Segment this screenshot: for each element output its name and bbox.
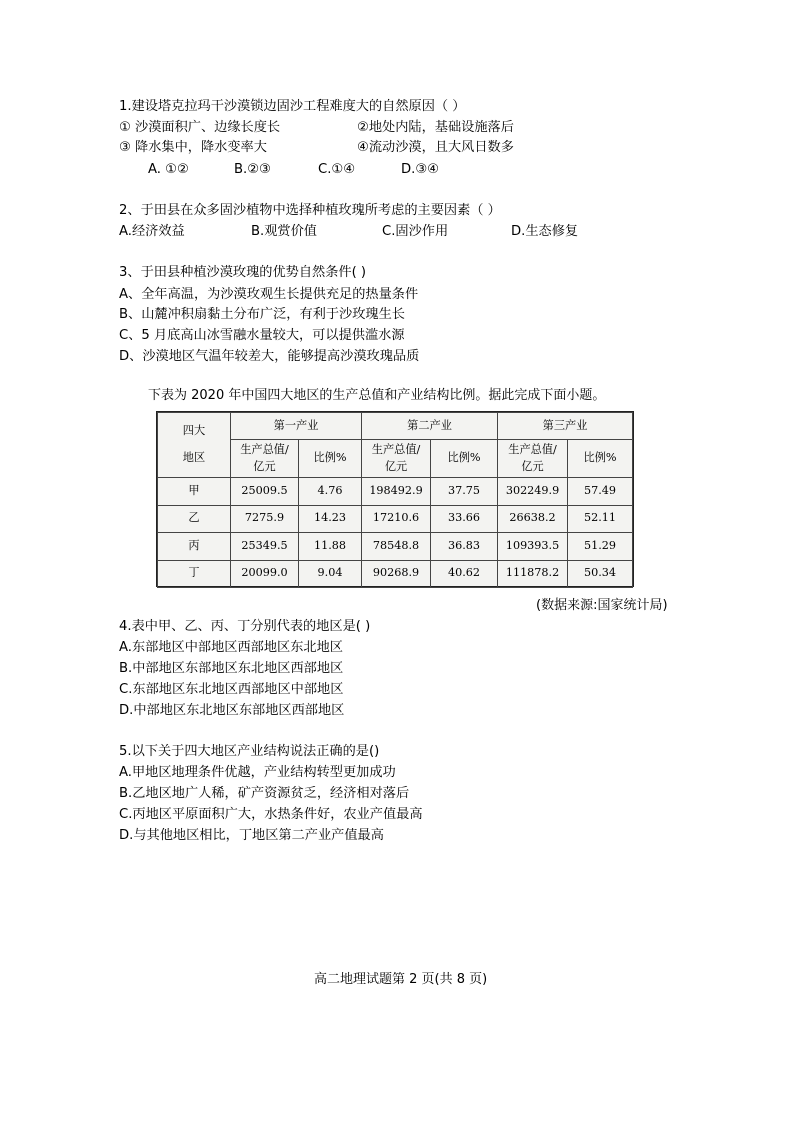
value-cell: 78548.8 xyxy=(362,533,431,561)
data-source: (数据来源:国家统计局) xyxy=(536,598,668,613)
q5-option-d: D.与其他地区相比，丁地区第二产业产值最高 xyxy=(119,828,384,843)
value-cell: 20099.0 xyxy=(231,560,299,588)
q2-stem: 2、于田县在众多固沙植物中选择种植玫瑰所考虑的主要因素（ ） xyxy=(119,203,501,218)
sub-header-value: 生产总值/ 亿元 xyxy=(231,440,299,478)
q4-option-a: A.东部地区中部地区西部地区东北地区 xyxy=(119,640,343,655)
ratio-cell: 57.49 xyxy=(568,478,633,506)
table-intro: 下表为 2020 年中国四大地区的生产总值和产业结构比例。据此完成下面小题。 xyxy=(148,388,606,403)
table-row xyxy=(158,505,633,533)
sub-header-ratio: 比例% xyxy=(299,440,362,478)
q4-option-c: C.东部地区东北地区西部地区中部地区 xyxy=(119,682,344,697)
q5-option-a: A.甲地区地理条件优越，产业结构转型更加成功 xyxy=(119,765,396,780)
ratio-cell: 11.88 xyxy=(299,533,362,561)
q1-option-b: B.②③ xyxy=(234,162,271,177)
ratio-cell: 52.11 xyxy=(568,505,633,533)
q1-stem: 1.建设塔克拉玛干沙漠锁边固沙工程难度大的自然原因（ ） xyxy=(119,99,466,114)
q1-statement-1: ① 沙漠面积广、边缘长度长 xyxy=(119,120,281,135)
value-cell: 198492.9 xyxy=(362,478,431,506)
value-cell: 111878.2 xyxy=(498,560,568,588)
value-cell: 109393.5 xyxy=(498,533,568,561)
ratio-cell: 36.83 xyxy=(431,533,498,561)
table-row xyxy=(158,560,633,588)
q1-option-c: C.①④ xyxy=(318,162,356,177)
region-cell: 丁 xyxy=(158,560,231,588)
q3-option-d: D、沙漠地区气温年较差大，能够提高沙漠玫瑰品质 xyxy=(119,349,420,364)
ratio-cell: 51.29 xyxy=(568,533,633,561)
sub-header-ratio: 比例% xyxy=(568,440,633,478)
region-cell: 乙 xyxy=(158,505,231,533)
value-cell: 7275.9 xyxy=(231,505,299,533)
value-cell: 17210.6 xyxy=(362,505,431,533)
value-cell: 302249.9 xyxy=(498,478,568,506)
ratio-cell: 50.34 xyxy=(568,560,633,588)
table-row xyxy=(158,478,633,506)
q1-statement-3: ③ 降水集中，降水变率大 xyxy=(119,140,267,155)
ratio-cell: 33.66 xyxy=(431,505,498,533)
value-cell: 25009.5 xyxy=(231,478,299,506)
group-header-primary: 第一产业 xyxy=(231,413,362,440)
q5-option-c: C.丙地区平原面积广大，水热条件好，农业产值最高 xyxy=(119,807,423,822)
sub-header-value: 生产总值/ 亿元 xyxy=(498,440,568,478)
table-row xyxy=(158,533,633,561)
q1-statement-2: ②地处内陆，基础设施落后 xyxy=(357,120,514,135)
q5-stem: 5.以下关于四大地区产业结构说法正确的是() xyxy=(119,744,380,759)
corner-bottom: 地区 xyxy=(182,451,206,464)
q2-option-c: C.固沙作用 xyxy=(382,224,449,239)
group-header-secondary: 第二产业 xyxy=(362,413,498,440)
q5-option-b: B.乙地区地广人稀，矿产资源贫乏，经济相对落后 xyxy=(119,786,410,801)
q4-option-d: D.中部地区东北地区东部地区西部地区 xyxy=(119,703,345,718)
value-cell: 26638.2 xyxy=(498,505,568,533)
q1-statement-4: ④流动沙漠，且大风日数多 xyxy=(357,140,514,155)
value-cell: 25349.5 xyxy=(231,533,299,561)
q2-option-a: A.经济效益 xyxy=(119,224,185,239)
q2-option-b: B.观赏价值 xyxy=(251,224,317,239)
q3-option-c: C、5 月底高山冰雪融水量较大，可以提供滥水源 xyxy=(119,328,405,343)
group-header-tertiary: 第三产业 xyxy=(498,413,633,440)
region-cell: 丙 xyxy=(158,533,231,561)
ratio-cell: 40.62 xyxy=(431,560,498,588)
q1-option-d: D.③④ xyxy=(401,162,439,177)
gdp-table xyxy=(156,411,634,587)
q4-option-b: B.中部地区东部地区东北地区西部地区 xyxy=(119,661,344,676)
value-cell: 90268.9 xyxy=(362,560,431,588)
corner-top: 四大 xyxy=(182,424,206,438)
sub-header-ratio: 比例% xyxy=(431,440,498,478)
ratio-cell: 14.23 xyxy=(299,505,362,533)
ratio-cell: 4.76 xyxy=(299,478,362,506)
q3-option-b: B、山麓冲积扇黏土分布广泛，有利于沙玫瑰生长 xyxy=(119,307,405,322)
ratio-cell: 9.04 xyxy=(299,560,362,588)
page-footer: 高二地理试题第 2 页(共 8 页) xyxy=(314,972,488,987)
region-cell: 甲 xyxy=(158,478,231,506)
sub-header-value: 生产总值/ 亿元 xyxy=(362,440,431,478)
ratio-cell: 37.75 xyxy=(431,478,498,506)
table-corner xyxy=(158,413,231,478)
q1-option-a: A. ①② xyxy=(148,162,189,177)
q3-stem: 3、于田县种植沙漠玫瑰的优势自然条件( ) xyxy=(119,265,367,280)
q2-option-d: D.生态修复 xyxy=(511,224,579,239)
q3-option-a: A、全年高温，为沙漠玫观生长提供充足的热量条件 xyxy=(119,287,419,302)
q4-stem: 4.表中甲、乙、丙、丁分别代表的地区是( ) xyxy=(119,619,371,634)
